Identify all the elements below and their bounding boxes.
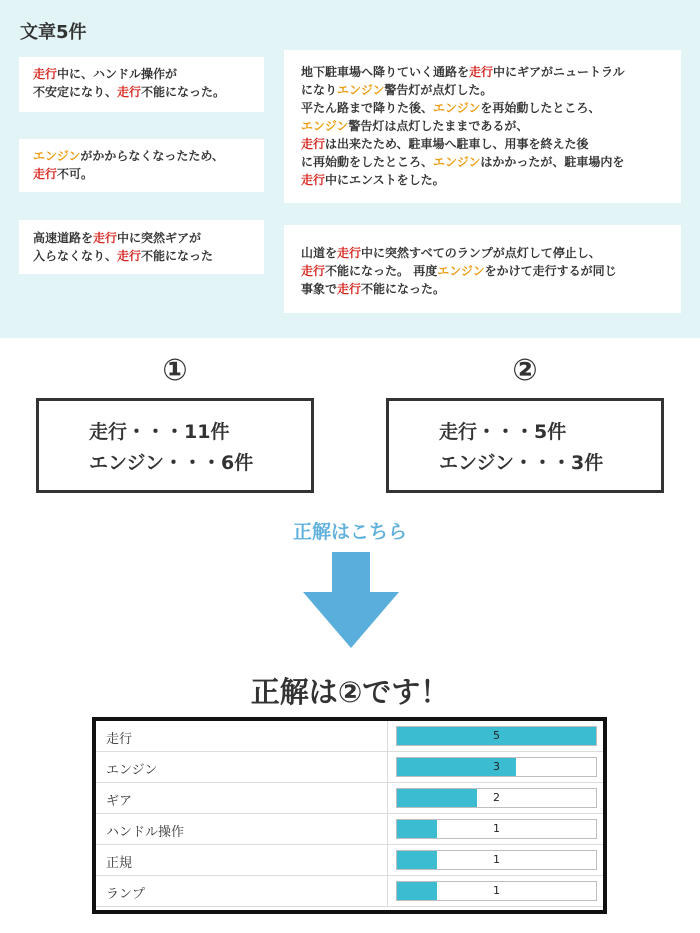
table-row — [96, 752, 603, 783]
sentence-line — [33, 65, 264, 83]
sentence-card-3 — [19, 220, 264, 274]
keyword-red: 走行 — [301, 173, 326, 187]
sentence-text: 不能になった。 — [361, 282, 446, 296]
sentence-card-2 — [19, 139, 264, 192]
sentence-text: 中に突然すべてのランプが点灯して停止し、 — [361, 246, 601, 260]
count-value: 3 — [493, 760, 500, 773]
sentence-line — [301, 171, 681, 189]
sentence-text: 山道を — [301, 246, 338, 260]
sentence-text: 不可。 — [57, 167, 94, 181]
sentence-text: をかけて走行するが同じ — [484, 264, 617, 278]
sentence-text: はかかったが、駐車場内を — [480, 155, 625, 169]
keyword-red: 走行 — [337, 246, 362, 260]
sentence-line — [301, 280, 681, 298]
reveal-answer-link[interactable]: 正解はこちら — [292, 521, 407, 543]
sentence-text: は出来たため、駐車場へ駐車し、用事を終えた後 — [325, 137, 589, 151]
column-divider — [387, 721, 388, 752]
sentence-text: 警告灯が点灯した。 — [384, 83, 493, 97]
table-row-label: 正規 — [106, 856, 133, 871]
keyword-orange: エンジン — [337, 83, 385, 97]
keyword-red: 走行 — [33, 67, 58, 81]
option-2-box[interactable] — [386, 398, 664, 493]
sentence-line — [33, 229, 264, 247]
keyword-red: 走行 — [469, 65, 494, 79]
sentence-card-4 — [284, 50, 681, 203]
keyword-red: 走行 — [33, 167, 58, 181]
sentence-text: 中に突然ギアが — [117, 231, 202, 245]
top-panel — [0, 0, 700, 338]
option-1-line-1: 走行・・・11件 — [89, 421, 230, 443]
keyword-orange: エンジン — [33, 149, 81, 163]
sentence-line — [301, 63, 681, 81]
sentence-line — [301, 244, 681, 262]
sentence-line — [301, 117, 681, 135]
table-row — [96, 783, 603, 814]
count-value: 2 — [493, 791, 500, 804]
keyword-red: 走行 — [117, 85, 142, 99]
sentence-text: 警告灯は点灯したままであるが、 — [348, 119, 529, 133]
option-2-line-1: 走行・・・5件 — [439, 421, 567, 443]
frequency-table — [92, 717, 607, 914]
count-bar — [396, 819, 597, 839]
sentence-line — [301, 135, 681, 153]
option-2-line-2: エンジン・・・3件 — [439, 452, 604, 474]
keyword-orange: エンジン — [301, 119, 349, 133]
keyword-red: 走行 — [301, 137, 326, 151]
keyword-red: 走行 — [301, 264, 326, 278]
option-2-label: ② — [512, 353, 538, 388]
keyword-orange: エンジン — [437, 264, 485, 278]
column-divider — [387, 876, 388, 907]
answer-heading: 正解は②です！ — [250, 675, 450, 709]
sentence-text: 高速道路を — [33, 231, 94, 245]
section-title: 文章5件 — [20, 22, 87, 43]
count-value: 1 — [493, 822, 500, 835]
column-divider — [387, 814, 388, 845]
table-row — [96, 845, 603, 876]
sentence-text: になり — [301, 83, 338, 97]
sentence-text: がかからなくなったため、 — [80, 149, 224, 163]
count-value: 5 — [493, 729, 500, 742]
sentence-line — [33, 147, 264, 165]
sentence-card-5 — [284, 225, 681, 313]
sentence-card-1 — [19, 57, 264, 112]
count-bar — [396, 757, 597, 777]
option-1-label: ① — [162, 353, 188, 388]
keyword-orange: エンジン — [433, 101, 481, 115]
keyword-red: 走行 — [117, 249, 142, 263]
sentence-text: を再始動したところ、 — [480, 101, 601, 115]
column-divider — [387, 783, 388, 814]
sentence-text: に再始動をしたところ、 — [301, 155, 434, 169]
column-divider — [387, 845, 388, 876]
table-row-label: ギア — [106, 794, 133, 809]
count-bar — [396, 850, 597, 870]
keyword-red: 走行 — [337, 282, 362, 296]
sentence-line — [33, 247, 264, 265]
keyword-red: 走行 — [93, 231, 118, 245]
sentence-text: 中にエンストをした。 — [325, 173, 445, 187]
count-value: 1 — [493, 853, 500, 866]
sentence-line — [33, 165, 264, 183]
table-row-label: 走行 — [106, 732, 133, 747]
sentence-text: 地下駐車場へ降りていく通路を — [301, 65, 470, 79]
count-bar — [396, 881, 597, 901]
count-bar — [396, 726, 597, 746]
sentence-text: 平たん路まで降りた後、 — [301, 101, 434, 115]
arrow-down-icon — [303, 552, 399, 648]
sentence-line — [301, 262, 681, 280]
sentence-text: 不能になった — [141, 249, 214, 263]
count-value: 1 — [493, 884, 500, 897]
sentence-line — [301, 99, 681, 117]
sentence-line — [301, 153, 681, 171]
table-row-label: エンジン — [106, 763, 158, 778]
table-row — [96, 814, 603, 845]
keyword-orange: エンジン — [433, 155, 481, 169]
table-row-label: ランプ — [106, 887, 146, 902]
sentence-text: 入らなくなり、 — [33, 249, 118, 263]
table-row — [96, 876, 603, 907]
sentence-text: 不能になった。 — [141, 85, 226, 99]
sentence-text: 中にギアがニュートラル — [493, 65, 625, 79]
table-row — [96, 721, 603, 752]
sentence-line — [301, 81, 681, 99]
sentence-text: 不安定になり、 — [33, 85, 118, 99]
sentence-text: 不能になった。 再度 — [325, 264, 438, 278]
sentence-text: 中に、ハンドル操作が — [57, 67, 178, 81]
option-1-line-2: エンジン・・・6件 — [89, 452, 254, 474]
sentence-line — [33, 83, 264, 101]
table-row-label: ハンドル操作 — [106, 825, 185, 840]
option-1-box[interactable] — [36, 398, 314, 493]
count-bar — [396, 788, 597, 808]
column-divider — [387, 752, 388, 783]
sentence-text: 事象で — [301, 282, 338, 296]
